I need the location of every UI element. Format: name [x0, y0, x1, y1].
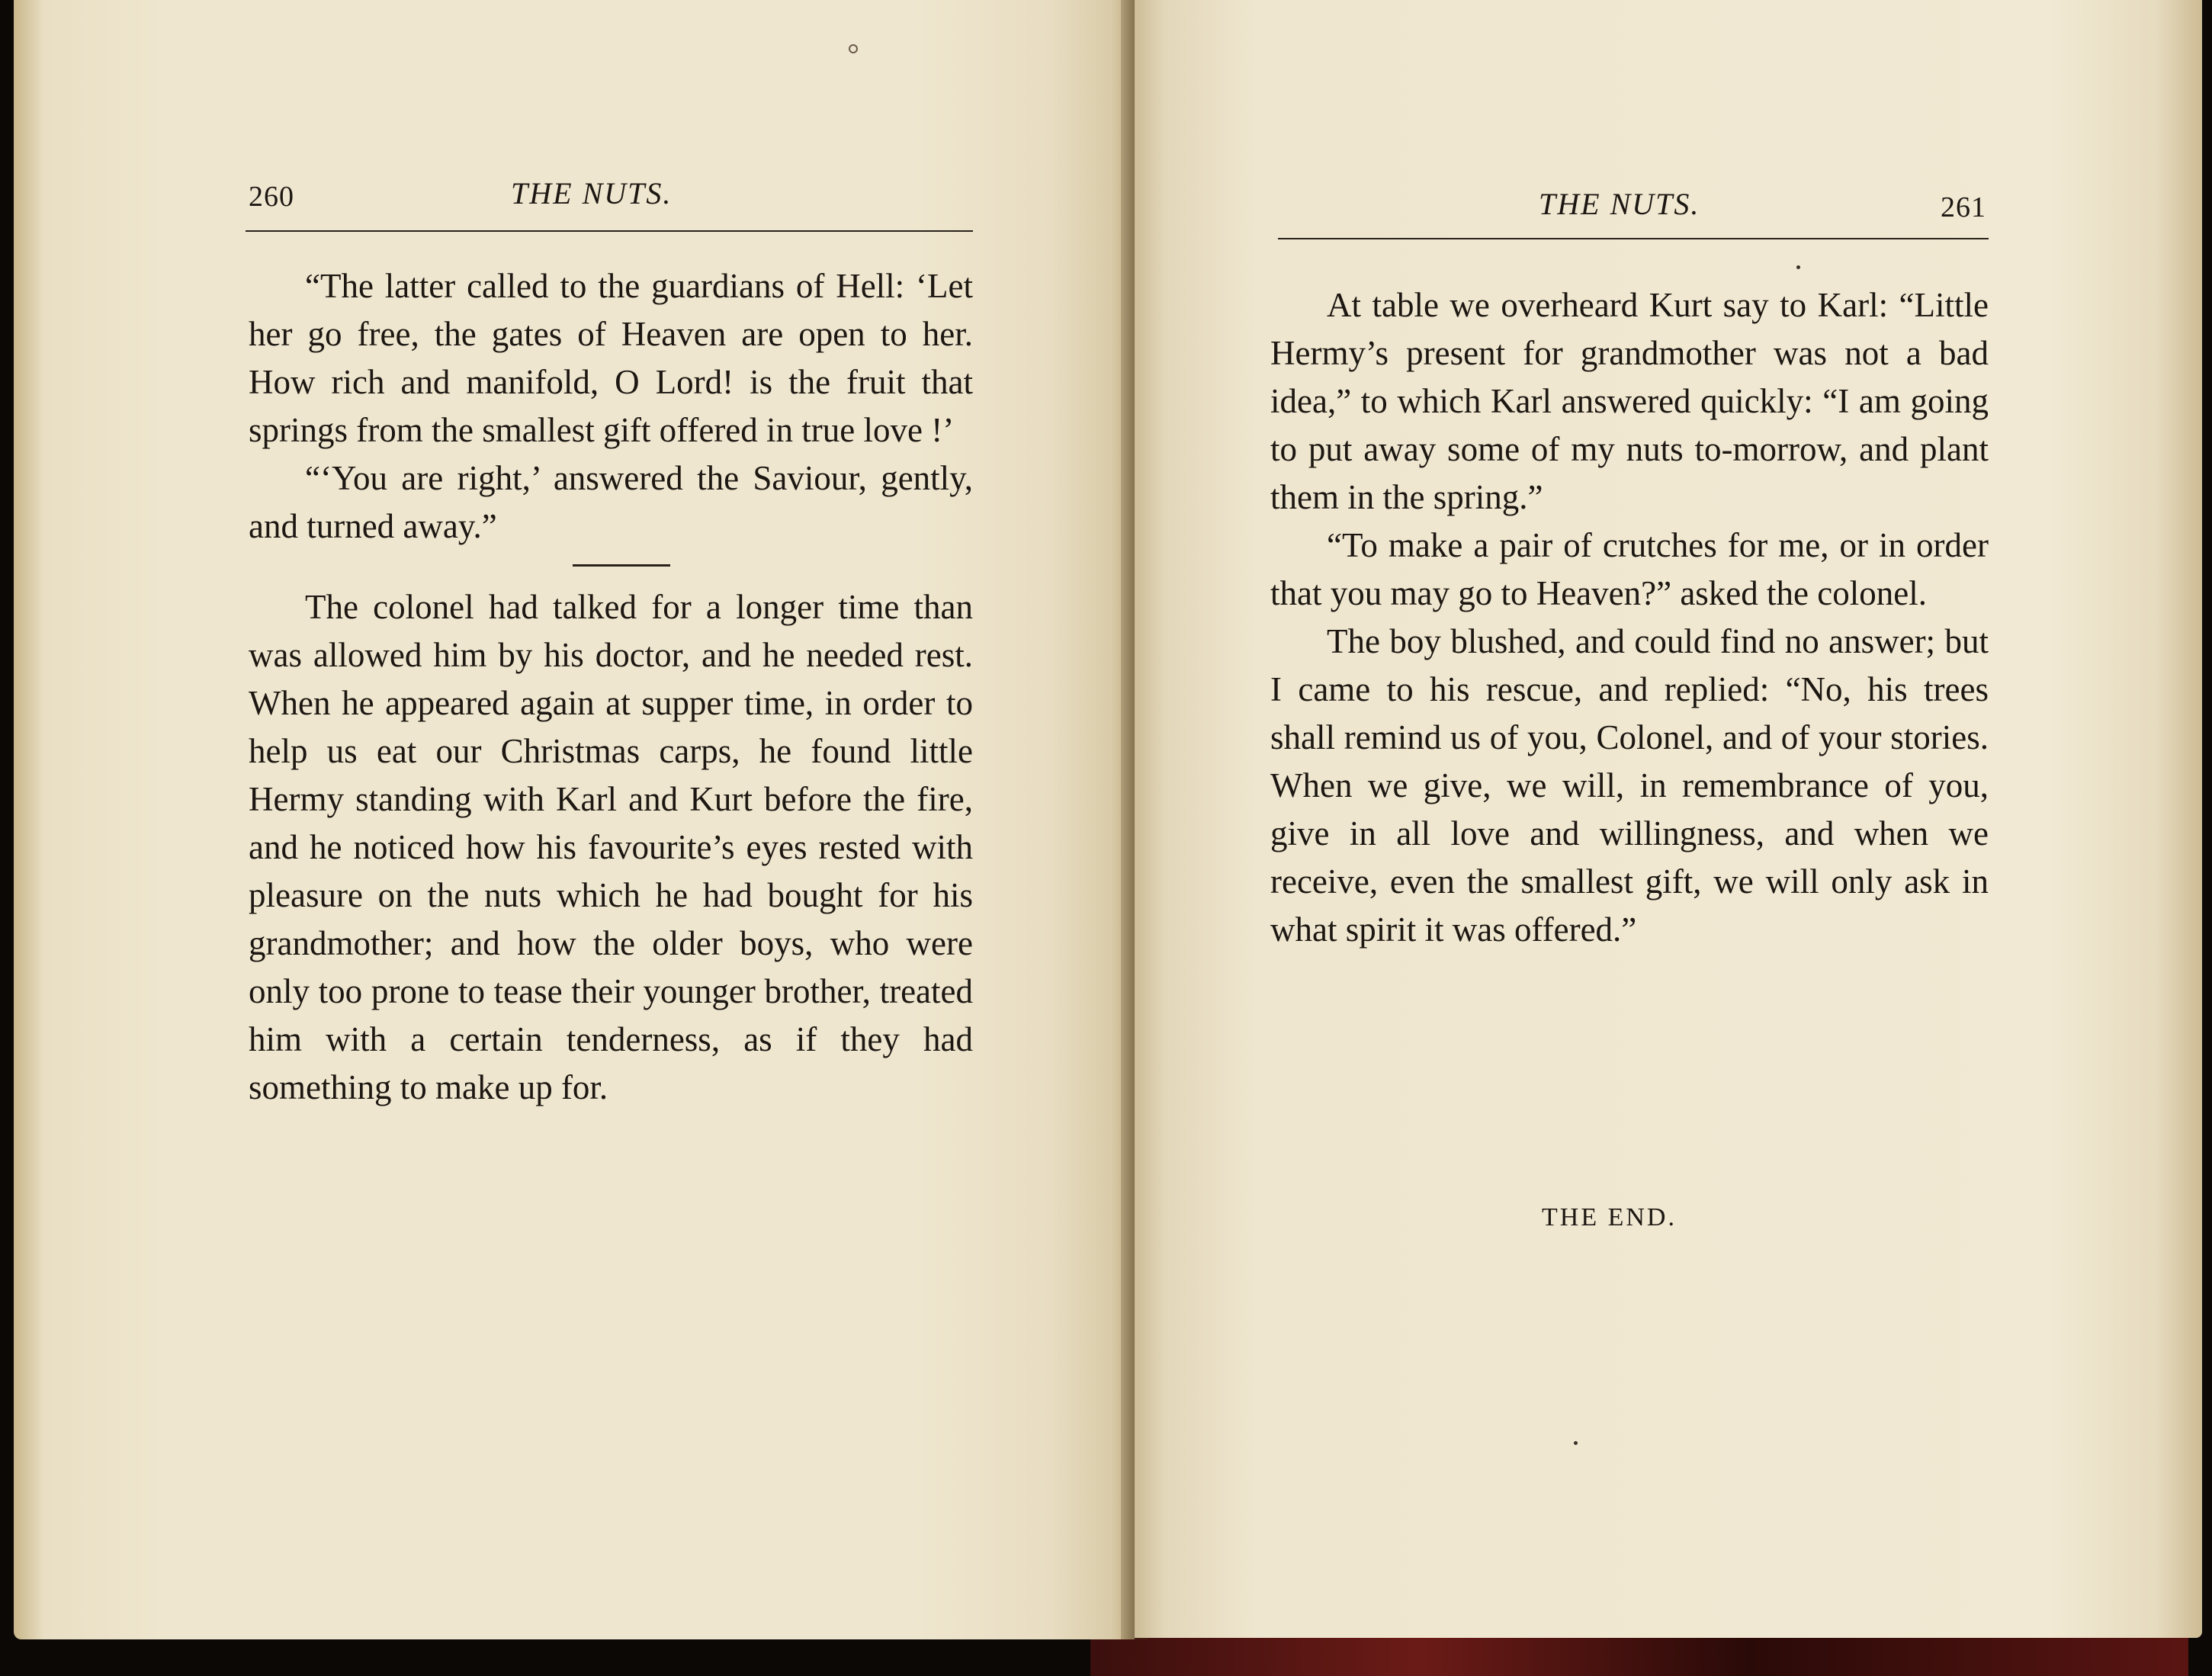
paragraph: The boy blushed, and could find no answer; but I came to his rescue, and replied: “No, his trees shall remind us of you, Colonel, and of your stories. When we give, we will, in remembrance of you, give in all love and willingness, and when we receive, even the smallest gift, we will only ask in what spirit it was offered.” [1270, 622, 1989, 949]
paper-blemish [849, 44, 858, 53]
right-page-text [1270, 281, 1989, 954]
paragraph: “The latter called to the guardians of Hell: ‘Let her go free, the gates of Heaven are open to her. How rich and manifold, O Lord! is the fruit that springs from the smallest gift offered in true love !’ [249, 267, 973, 449]
paragraph: “‘You are right,’ answered the Saviour, gently, and turned away.” [249, 459, 973, 545]
left-page [14, 0, 1135, 1639]
page-number-left: 260 [249, 181, 294, 213]
page-number-right: 261 [1941, 191, 1986, 223]
paper-blemish [1796, 265, 1800, 269]
book-binding-edge [1090, 1632, 2188, 1676]
header-rule-left [246, 230, 973, 232]
paragraph: The colonel had talked for a longer time than was allowed him by his doctor, and he needed rest. When he appeared again at supper time, in order to help us eat our Christmas carps, he found little Hermy standing with Karl and Kurt before the fire, and he noticed how his favourite’s eyes rested with pleasure on the nuts which he had bought for his grandmother; and how the older boys, who were only too prone to tease their younger brother, treated him with a certain tenderness, as if they had something to make up for. [249, 588, 973, 1106]
paper-blemish [1574, 1441, 1578, 1445]
running-title-left: THE NUTS. [511, 176, 673, 210]
running-title-right: THE NUTS. [1539, 187, 1700, 221]
header-rule-right [1278, 238, 1989, 239]
section-divider [573, 564, 670, 567]
left-page-text [249, 262, 973, 1112]
paragraph: “To make a pair of crutches for me, or in order that you may go to Heaven?” asked the colonel. [1270, 526, 1989, 612]
right-page [1135, 0, 2202, 1638]
the-end-heading: THE END. [1542, 1203, 1677, 1231]
paragraph: At table we overheard Kurt say to Karl: “Little Hermy’s present for grandmother was not a bad idea,” to which Karl answered quickly: “I am going to put away some of my nuts to-morrow, and plant them in the spring.” [1270, 286, 1989, 516]
